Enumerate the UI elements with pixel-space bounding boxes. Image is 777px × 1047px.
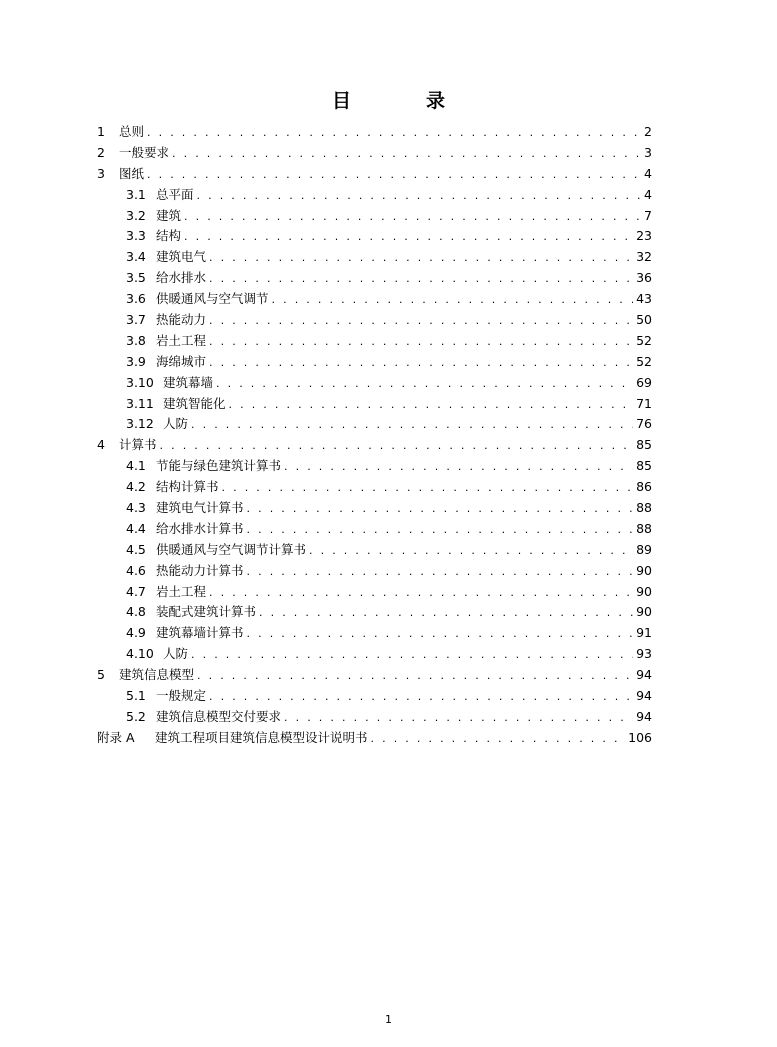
toc-entry-page: 69 xyxy=(636,374,652,390)
toc-entry-number: 3.10 xyxy=(126,374,154,390)
toc-entry-page: 90 xyxy=(636,562,652,578)
toc-entry-page: 88 xyxy=(636,500,652,516)
toc-entry-title: 装配式建筑计算书 xyxy=(156,604,257,620)
toc-entry-title: 建筑电气计算书 xyxy=(156,500,244,516)
toc-entry-title: 建筑电气 xyxy=(156,249,207,265)
toc-entry[interactable] xyxy=(97,226,652,247)
toc-entry-number: 4.5 xyxy=(126,541,146,557)
toc-entry[interactable] xyxy=(97,644,652,665)
toc-entry-title: 岩土工程 xyxy=(156,583,207,599)
toc-entry-page: 94 xyxy=(636,708,652,724)
toc-entry[interactable] xyxy=(97,164,652,185)
toc-entry-page: 85 xyxy=(636,458,652,474)
toc-entry-page: 43 xyxy=(636,291,652,307)
toc-entry-page: 106 xyxy=(628,729,652,745)
toc-entry[interactable] xyxy=(97,477,652,498)
toc-entry-page: 23 xyxy=(636,228,652,244)
toc-entry-page: 36 xyxy=(636,270,652,286)
toc-entry[interactable] xyxy=(97,707,652,728)
toc-entry-page: 32 xyxy=(636,249,652,265)
toc-entry-number: 5.2 xyxy=(126,708,146,724)
toc-entry-page: 94 xyxy=(636,667,652,683)
toc-dot-leader xyxy=(184,227,633,248)
toc-entry-number: 附录 A xyxy=(97,729,135,745)
toc-entry[interactable] xyxy=(97,373,652,394)
toc-entry-title: 建筑信息模型 xyxy=(119,667,195,683)
toc-dot-leader xyxy=(147,123,641,144)
toc-entry-page: 7 xyxy=(644,207,652,223)
toc-entry-title: 计算书 xyxy=(119,437,157,453)
toc-dot-leader xyxy=(222,478,634,499)
toc-dot-leader xyxy=(209,353,633,374)
toc-dot-leader xyxy=(247,624,634,645)
toc-entry-number: 3.5 xyxy=(126,270,146,286)
toc-entry-number: 4.4 xyxy=(126,520,146,536)
toc-entry-page: 76 xyxy=(636,416,652,432)
toc-entry-title: 给水排水计算书 xyxy=(156,520,244,536)
toc-dot-leader xyxy=(371,729,626,750)
toc-entry-page: 90 xyxy=(636,604,652,620)
toc-entry[interactable] xyxy=(97,435,652,456)
toc-entry-number: 4.9 xyxy=(126,625,146,641)
toc-entry-title: 一般规定 xyxy=(156,688,207,704)
toc-entry-number: 4.6 xyxy=(126,562,146,578)
toc-dot-leader xyxy=(284,457,633,478)
toc-entry-number: 3.1 xyxy=(126,186,146,202)
toc-entry-number: 3.3 xyxy=(126,228,146,244)
toc-entry[interactable] xyxy=(97,331,652,352)
toc-dot-leader xyxy=(209,583,633,604)
toc-entry-number: 4.3 xyxy=(126,500,146,516)
toc-entry-page: 85 xyxy=(636,437,652,453)
toc-entry-number: 4.8 xyxy=(126,604,146,620)
toc-entry-page: 88 xyxy=(636,520,652,536)
toc-dot-leader xyxy=(172,144,641,165)
toc-entry-title: 人防 xyxy=(163,646,189,662)
toc-entry-number: 4 xyxy=(97,437,105,453)
toc-entry-page: 3 xyxy=(644,144,652,160)
toc-entry-page: 4 xyxy=(644,186,652,202)
toc-dot-leader xyxy=(209,687,633,708)
toc-entry-number: 3.9 xyxy=(126,353,146,369)
toc-entry-title: 节能与绿色建筑计算书 xyxy=(156,458,282,474)
toc-dot-leader xyxy=(197,666,633,687)
toc-entry[interactable] xyxy=(97,582,652,603)
toc-entry-page: 86 xyxy=(636,479,652,495)
toc-entry-title: 人防 xyxy=(163,416,189,432)
toc-entry[interactable] xyxy=(97,143,652,164)
page-number: 1 xyxy=(385,1013,392,1026)
toc-entry[interactable] xyxy=(97,540,652,561)
toc-entry-number: 4.7 xyxy=(126,583,146,599)
toc-entry[interactable] xyxy=(97,394,652,415)
toc-entry-number: 5.1 xyxy=(126,688,146,704)
toc-entry-number: 4.10 xyxy=(126,646,154,662)
toc-dot-leader xyxy=(247,520,634,541)
toc-entry-page: 90 xyxy=(636,583,652,599)
toc-entry[interactable] xyxy=(97,247,652,268)
toc-dot-leader xyxy=(209,269,633,290)
toc-entry[interactable] xyxy=(97,122,652,143)
toc-entry-page: 4 xyxy=(644,165,652,181)
toc-entry-number: 2 xyxy=(97,144,105,160)
toc-entry[interactable] xyxy=(97,728,652,749)
toc-entry[interactable] xyxy=(97,665,652,686)
toc-entry-title: 图纸 xyxy=(119,165,145,181)
toc-entry-title: 给水排水 xyxy=(156,270,207,286)
toc-entry-title: 建筑信息模型交付要求 xyxy=(156,708,282,724)
toc-entry-title: 总平面 xyxy=(156,186,194,202)
toc-entry-number: 5 xyxy=(97,667,105,683)
toc-entry-page: 52 xyxy=(636,353,652,369)
toc-dot-leader xyxy=(259,603,633,624)
toc-entry[interactable] xyxy=(97,561,652,582)
toc-entry-title: 建筑工程项目建筑信息模型设计说明书 xyxy=(155,729,368,745)
toc-entry-page: 91 xyxy=(636,625,652,641)
toc-entry-title: 总则 xyxy=(119,124,145,139)
toc-entry-title: 建筑 xyxy=(156,207,182,223)
toc-entry-number: 3 xyxy=(97,165,105,181)
toc-dot-leader xyxy=(209,311,633,332)
toc-entry[interactable] xyxy=(97,206,652,227)
toc-entry-page: 52 xyxy=(636,332,652,348)
toc-entry-title: 岩土工程 xyxy=(156,332,207,348)
toc-entry[interactable] xyxy=(97,623,652,644)
toc-entry-number: 3.8 xyxy=(126,332,146,348)
toc-entry[interactable] xyxy=(97,414,652,435)
toc-dot-leader xyxy=(197,186,642,207)
toc-entry[interactable] xyxy=(97,686,652,707)
toc-entry-title: 建筑幕墙计算书 xyxy=(156,625,244,641)
toc-entry-page: 93 xyxy=(636,646,652,662)
toc-entry-title: 供暖通风与空气调节计算书 xyxy=(156,541,307,557)
toc-entry[interactable] xyxy=(97,310,652,331)
toc-entry-title: 结构计算书 xyxy=(156,479,219,495)
toc-entry[interactable] xyxy=(97,456,652,477)
toc-entry-number: 4.2 xyxy=(126,479,146,495)
toc-entry-number: 3.2 xyxy=(126,207,146,223)
toc-entry-title: 热能动力 xyxy=(156,312,207,328)
toc-entry-number: 1 xyxy=(97,124,105,139)
toc-entry-page: 2 xyxy=(644,124,652,139)
toc-dot-leader xyxy=(160,436,634,457)
toc-dot-leader xyxy=(247,499,634,520)
toc-dot-leader xyxy=(147,165,641,186)
toc-dot-leader xyxy=(309,541,633,562)
toc-entry-title: 结构 xyxy=(156,228,182,244)
toc-entry[interactable] xyxy=(97,519,652,540)
toc-dot-leader xyxy=(209,248,633,269)
toc-dot-leader xyxy=(209,332,633,353)
toc-entry[interactable] xyxy=(97,268,652,289)
toc-dot-leader xyxy=(191,415,633,436)
toc-entry-number: 3.7 xyxy=(126,312,146,328)
toc-entry-page: 71 xyxy=(636,395,652,411)
table-of-contents xyxy=(97,122,652,749)
toc-dot-leader xyxy=(184,207,641,228)
toc-entry-number: 3.11 xyxy=(126,395,154,411)
toc-entry-title: 一般要求 xyxy=(119,144,170,160)
toc-entry[interactable] xyxy=(97,352,652,373)
page-title: 目 录 xyxy=(331,90,473,112)
toc-dot-leader xyxy=(216,374,633,395)
toc-entry[interactable] xyxy=(97,602,652,623)
toc-entry-page: 50 xyxy=(636,312,652,328)
toc-entry-title: 建筑智能化 xyxy=(163,395,226,411)
toc-entry[interactable] xyxy=(97,185,652,206)
toc-entry-title: 供暖通风与空气调节 xyxy=(156,291,269,307)
toc-entry-number: 3.12 xyxy=(126,416,154,432)
toc-entry-number: 3.6 xyxy=(126,291,146,307)
toc-entry-page: 94 xyxy=(636,688,652,704)
toc-entry[interactable] xyxy=(97,498,652,519)
toc-dot-leader xyxy=(191,645,633,666)
toc-entry-page: 89 xyxy=(636,541,652,557)
toc-dot-leader xyxy=(284,708,633,729)
toc-dot-leader xyxy=(272,290,634,311)
toc-entry-title: 建筑幕墙 xyxy=(163,374,214,390)
toc-entry-number: 3.4 xyxy=(126,249,146,265)
toc-entry-title: 海绵城市 xyxy=(156,353,207,369)
toc-entry[interactable] xyxy=(97,289,652,310)
toc-dot-leader xyxy=(229,395,634,416)
toc-entry-number: 4.1 xyxy=(126,458,146,474)
toc-dot-leader xyxy=(247,562,634,583)
toc-entry-title: 热能动力计算书 xyxy=(156,562,244,578)
